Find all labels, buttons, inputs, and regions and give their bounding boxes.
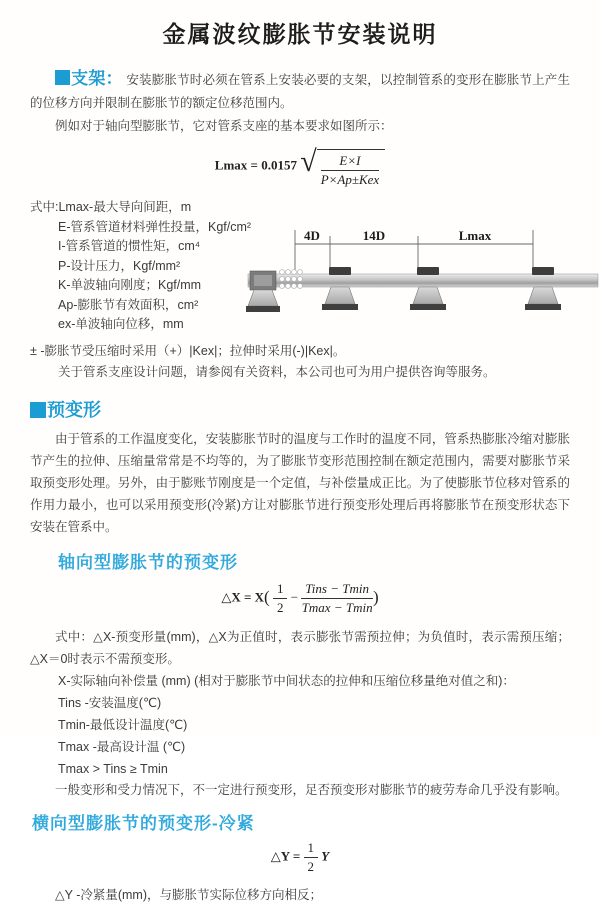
definition-line: P-设计压力，Kgf/mm² xyxy=(58,258,181,273)
definition-line: 式中:Lmax-最大导向间距，m xyxy=(30,200,192,214)
definition-line: Ap-膨胀节有效面积，cm² xyxy=(58,297,199,312)
lateral-frac-numerator: 1 xyxy=(304,840,319,858)
definition-list xyxy=(30,198,275,335)
page-title: 金属波纹膨胀节安装说明 xyxy=(162,21,438,47)
lmax-formula-prefix: Lmax = 0.0157 xyxy=(214,157,297,173)
sign-note: ± -膨胀节受压缩时采用（+）|Kex|；拉伸时采用(-)|Kex|。 xyxy=(30,344,346,358)
variable-line: Tmax -最高设计温 (℃) xyxy=(58,740,186,754)
lateral-note: △Y -冷紧量(mm)，与膨胀节实际位移方向相反； xyxy=(55,888,323,902)
axial-formula xyxy=(30,581,570,616)
pipe-support-diagram xyxy=(248,224,598,329)
radical-sign: √ xyxy=(300,145,317,178)
dim-label-4d: 4D xyxy=(304,228,320,243)
lmax-formula-denominator: P×Ap±Kex xyxy=(320,172,380,187)
variable-line: Tmin-最低设计温度(℃) xyxy=(58,718,188,732)
definition-line: K-单波轴向刚度；Kgf/mm xyxy=(58,278,202,292)
half-numerator: 1 xyxy=(273,581,288,599)
predeform-paragraph: 由于管系的工作温度变化，安装膨胀节时的温度与工作时的温度不同，管系热膨胀冷缩对膨胀节产生的拉伸、压缩量常常是不均等的，为了膨胀节变形范围控制在额定范围内，需要对膨胀节采取预变形处理。另外，由于膨账节刚度是一个定值，与补偿量成正比。为了使膨胀节位移对管系的作用力最小，也可以采用预变形(冷紧)方让对膨胀节进行预变形处理后再将膨胀节在预变形状态下安装在管系中。 xyxy=(30,432,570,534)
guide-support xyxy=(525,267,561,310)
definitions-and-diagram xyxy=(30,198,570,338)
anchor-support xyxy=(246,271,280,312)
section-square-icon xyxy=(55,70,70,85)
lateral-formula-prefix: △Y = xyxy=(270,848,301,864)
section-square-icon xyxy=(30,402,46,418)
axial-explain-paragraph: 式中：△X-预变形量(mm)，△X为正值时，表示膨张节需预拉伸；为负值时，表示需预压缩；△X＝0时表示不需预变形。 xyxy=(30,630,570,666)
sqrt-radical xyxy=(300,145,385,188)
open-paren: ( xyxy=(264,587,270,607)
lateral-formula xyxy=(30,840,570,875)
variable-line: Tmax > Tins ≥ Tmin xyxy=(58,762,168,776)
definition-line: E-管系管道材料弹性投量，Kgf/cm² xyxy=(58,219,252,234)
support-section-heading: 支架： xyxy=(71,69,123,88)
guide-support xyxy=(322,267,358,310)
lmax-formula xyxy=(30,145,570,188)
predeform-section-heading xyxy=(30,396,570,422)
guide-support xyxy=(410,267,446,310)
axial-subheading: 轴向型膨胀节的预变形 xyxy=(58,553,238,572)
axial-note: 一般变形和受力情况下，不一定进行预变形，足否预变形对膨胀节的疲劳寿命几乎没有影响。 xyxy=(55,783,568,797)
variable-line: X-实际轴向补偿量 (mm) (相对于膨胀节中间状态的拉伸和压缩位移量绝对值之和)： xyxy=(58,674,515,688)
support-example-line: 例如对于轴向型膨胀节，它对管系支座的基本要求如图所示： xyxy=(55,119,393,133)
consult-note: 关于管系支座设计问题，请参阅有关资料，本公司也可为用户提供咨询等服务。 xyxy=(58,365,496,379)
temp-frac-denominator: Tmax − Tmin xyxy=(301,600,373,615)
minus-operator: − xyxy=(290,589,299,605)
dim-label-14d: 14D xyxy=(362,228,386,243)
axial-variable-list xyxy=(30,670,570,780)
lateral-frac-denominator: 2 xyxy=(307,859,315,874)
lmax-formula-numerator: E×I xyxy=(321,153,380,171)
temp-frac-numerator: Tins − Tmin xyxy=(301,581,373,599)
lateral-formula-suffix: Y xyxy=(321,848,330,864)
variable-line: Tins -安装温度(℃) xyxy=(58,696,162,710)
half-denominator: 2 xyxy=(276,600,284,615)
predeform-heading-label: 预变形 xyxy=(47,400,101,420)
support-body-text: 安装膨胀节时必须在管系上安装必要的支架，以控制管系的变形在膨胀节上产生的位移方向并限制在膨胀节的额定位移范围内。 xyxy=(30,73,570,110)
support-paragraph xyxy=(30,67,570,115)
close-paren: ) xyxy=(372,587,379,607)
definition-line: I-管系管道的惯性矩，cm⁴ xyxy=(58,239,201,253)
axial-formula-prefix: △X = X xyxy=(221,589,265,605)
dim-label-lmax: Lmax xyxy=(458,228,492,243)
definition-line: ex-单波轴向位移，mm xyxy=(58,317,184,331)
lateral-subheading: 横向型膨胀节的预变形-冷紧 xyxy=(32,814,255,833)
